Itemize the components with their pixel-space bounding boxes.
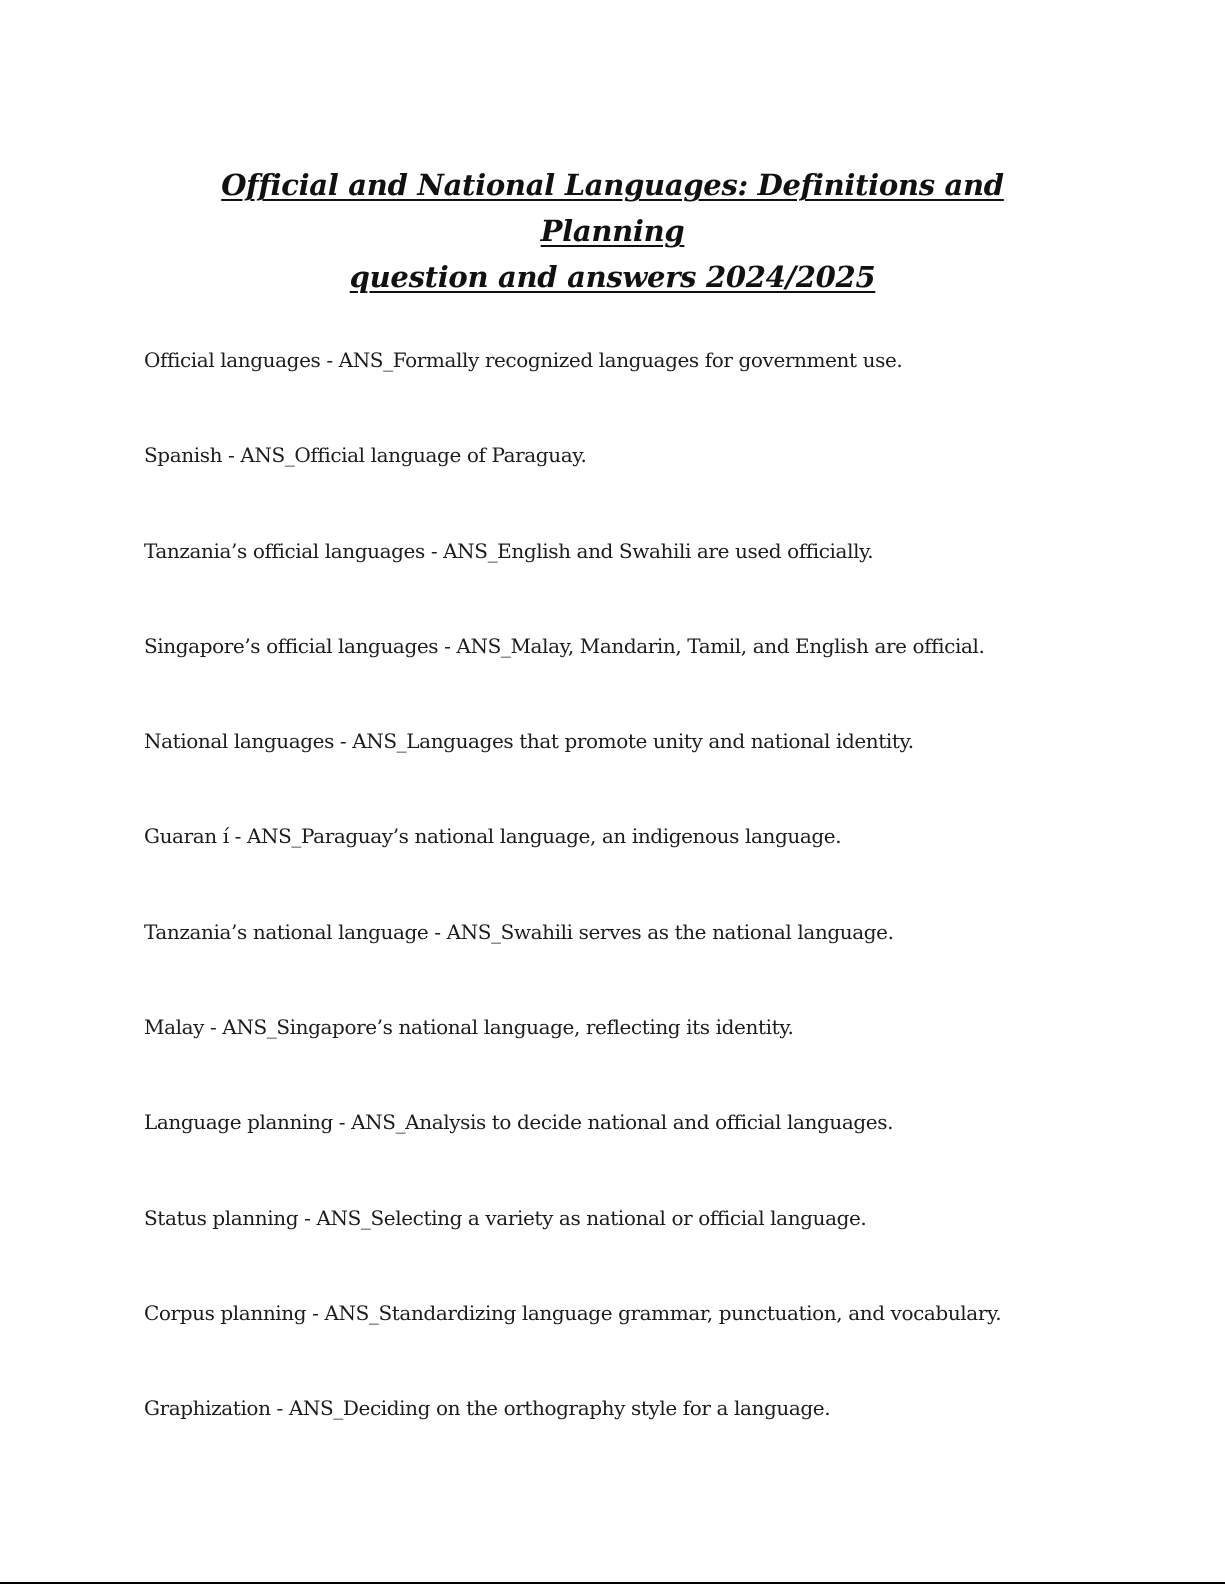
title-line-1: Official and National Languages: Definitions and Planning xyxy=(221,168,1004,249)
qa-entry-language-planning: Language planning - ANS_Analysis to decide national and official languages. xyxy=(144,1110,894,1135)
qa-entry-tanzania-national: Tanzania’s national language - ANS_Swahili serves as the national language. xyxy=(144,919,894,944)
title-line-2: question and answers 2024/2025 xyxy=(349,260,876,295)
qa-entry-official-languages: Official languages - ANS_Formally recognized languages for government use. xyxy=(144,348,903,372)
page-bottom-border xyxy=(0,1582,1225,1584)
qa-entry-status-planning: Status planning - ANS_Selecting a variety as national or official language. xyxy=(144,1205,867,1230)
qa-entry-guarani: Guaran í - ANS_Paraguay’s national language, an indigenous language. xyxy=(144,824,842,849)
qa-entry-spanish: Spanish - ANS_Official language of Paraguay. xyxy=(144,443,587,468)
document-title xyxy=(150,162,1075,300)
qa-entry-corpus-planning: Corpus planning - ANS_Standardizing language grammar, punctuation, and vocabulary. xyxy=(144,1300,1002,1325)
qa-list xyxy=(144,347,1144,1491)
qa-entry-tanzania-official: Tanzania’s official languages - ANS_English and Swahili are used officially. xyxy=(144,538,874,563)
qa-entry-malay: Malay - ANS_Singapore’s national language, reflecting its identity. xyxy=(144,1015,794,1040)
qa-entry-national-languages: National languages - ANS_Languages that promote unity and national identity. xyxy=(144,729,914,754)
qa-entry-graphization: Graphization - ANS_Deciding on the orthography style for a language. xyxy=(144,1396,831,1421)
qa-entry-singapore-official: Singapore’s official languages - ANS_Malay, Mandarin, Tamil, and English are official. xyxy=(144,633,985,658)
